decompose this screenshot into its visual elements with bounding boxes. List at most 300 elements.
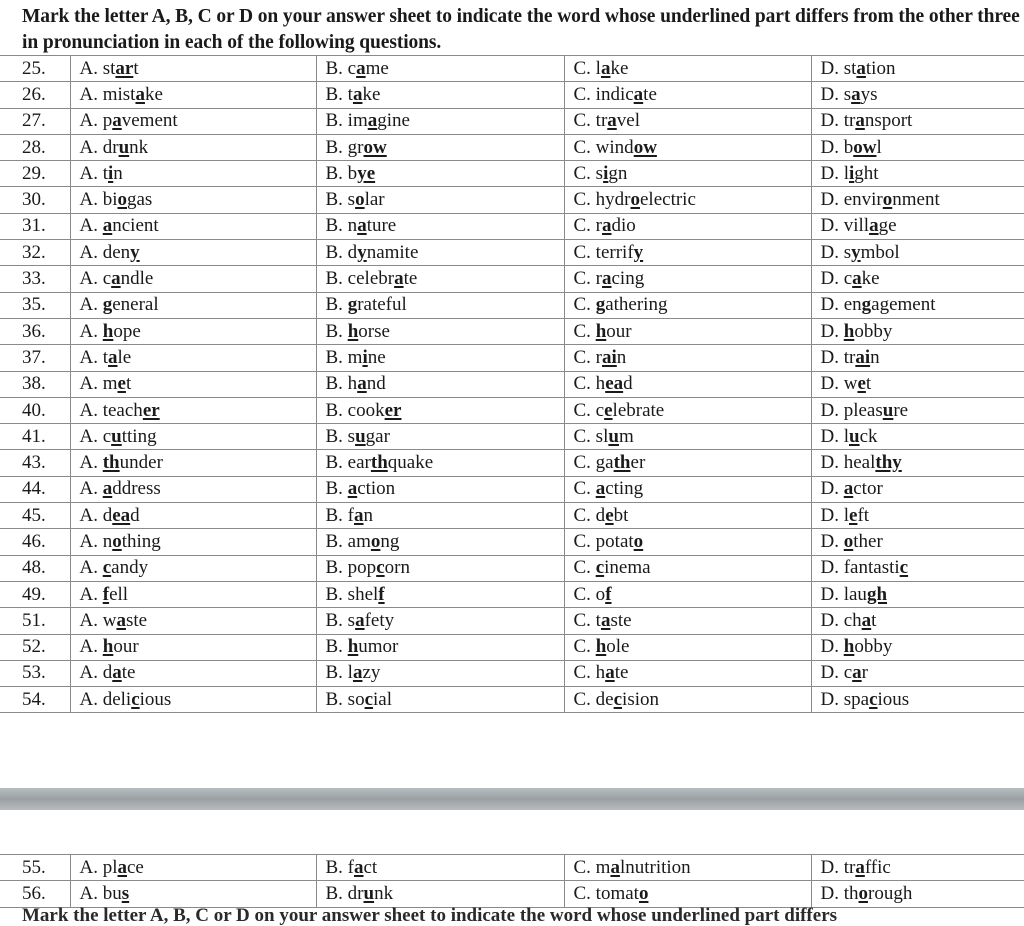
option-text-rest: ght: [854, 162, 879, 184]
underlined-part: er: [384, 399, 402, 421]
underlined-part: o: [843, 530, 854, 552]
option-text: D. l: [820, 504, 849, 526]
underlined-part: u: [118, 136, 130, 158]
option-text: C.: [573, 478, 596, 500]
underlined-part: ea: [605, 373, 624, 395]
option-a: [70, 529, 316, 555]
option-a: [70, 345, 316, 371]
question-row: [0, 82, 1024, 108]
option-a: [70, 503, 316, 529]
question-number: 32.: [0, 240, 70, 266]
option-c: [564, 555, 811, 581]
option-b: [316, 82, 564, 108]
option-text-rest: ke: [362, 83, 381, 105]
option-text-rest: er: [630, 452, 646, 474]
question-number: 56.: [0, 881, 70, 907]
option-text-rest: ffic: [864, 856, 891, 878]
underlined-part: c: [899, 557, 909, 579]
option-text: B. n: [325, 215, 358, 237]
underlined-part: ow: [363, 136, 387, 158]
option-text-rest: orse: [358, 320, 390, 342]
underlined-part: a: [354, 504, 364, 526]
option-text: C. d: [573, 504, 606, 526]
underlined-part: c: [102, 557, 112, 579]
underlined-part: e: [117, 373, 126, 395]
option-text-rest: andy: [111, 557, 149, 579]
option-text: D. c: [820, 662, 853, 684]
option-d: [811, 450, 1024, 476]
option-text: D.: [820, 530, 844, 552]
underlined-part: y: [357, 241, 367, 263]
option-c: [564, 424, 811, 450]
option-text: B.: [325, 478, 348, 500]
option-b: [316, 240, 564, 266]
question-row: [0, 450, 1024, 476]
option-c: [564, 371, 811, 397]
option-c: [564, 187, 811, 213]
option-d: [811, 555, 1024, 581]
option-c: [564, 213, 811, 239]
option-text: B. s: [325, 609, 356, 631]
option-b: [316, 318, 564, 344]
underlined-part: a: [861, 609, 872, 631]
option-b: [316, 213, 564, 239]
question-row: [0, 240, 1024, 266]
option-text: B. ear: [325, 452, 371, 474]
underlined-part: a: [357, 215, 367, 237]
question-row: [0, 687, 1024, 713]
question-number: 48.: [0, 555, 70, 581]
underlined-part: o: [638, 882, 649, 904]
option-d: [811, 608, 1024, 634]
option-text-rest: n: [870, 346, 880, 368]
option-text: A. w: [79, 609, 117, 631]
question-row: [0, 424, 1024, 450]
option-text-rest: n: [113, 162, 123, 184]
underlined-part: i: [362, 346, 368, 368]
option-text: C. sl: [573, 425, 609, 447]
option-text: A.: [79, 478, 103, 500]
option-text-rest: bt: [613, 504, 629, 526]
option-a: [70, 187, 316, 213]
underlined-part: a: [855, 856, 865, 878]
option-text: D. s: [820, 83, 852, 105]
question-row: [0, 266, 1024, 292]
option-text-rest: m: [618, 425, 634, 447]
option-text-rest: inema: [604, 557, 651, 579]
option-text: C. t: [573, 609, 601, 631]
option-c: [564, 634, 811, 660]
option-b: [316, 161, 564, 187]
option-d: [811, 318, 1024, 344]
underlined-part: c: [613, 688, 623, 710]
option-text-rest: rough: [868, 882, 913, 904]
option-text: D. tr: [820, 110, 856, 132]
question-row: [0, 134, 1024, 160]
option-text-rest: ct: [363, 856, 378, 878]
underlined-part: g: [595, 294, 606, 316]
option-text-rest: zy: [362, 662, 381, 684]
underlined-part: u: [849, 425, 860, 447]
option-text: C. r: [573, 268, 602, 290]
question-number: 49.: [0, 581, 70, 607]
option-b: [316, 855, 564, 881]
underlined-part: e: [857, 373, 866, 395]
option-text: B.: [325, 294, 348, 316]
question-row: [0, 555, 1024, 581]
option-text-rest: ious: [877, 688, 910, 710]
option-text-rest: eneral: [112, 294, 159, 316]
option-text-rest: r: [861, 662, 868, 684]
option-text: B. h: [325, 373, 358, 395]
underlined-part: o: [355, 189, 365, 211]
option-text-rest: vement: [121, 110, 178, 132]
option-b: [316, 555, 564, 581]
option-text: C. l: [573, 57, 601, 79]
option-a: [70, 450, 316, 476]
question-row: [0, 56, 1024, 82]
option-text-rest: rateful: [357, 294, 407, 316]
option-d: [811, 529, 1024, 555]
option-text-rest: under: [119, 452, 163, 474]
option-text: D. w: [820, 373, 858, 395]
option-text-rest: te: [614, 662, 629, 684]
underlined-part: a: [117, 856, 127, 878]
underlined-part: a: [355, 609, 365, 631]
underlined-part: h: [595, 320, 607, 342]
option-a: [70, 371, 316, 397]
option-c: [564, 660, 811, 686]
question-number: 36.: [0, 318, 70, 344]
underlined-part: c: [376, 557, 385, 579]
option-text: A. p: [79, 110, 113, 132]
option-a: [70, 855, 316, 881]
underlined-part: a: [602, 215, 612, 237]
question-row: [0, 213, 1024, 239]
underlined-part: y: [130, 241, 140, 263]
option-text: B.: [325, 320, 348, 342]
underlined-part: h: [347, 320, 359, 342]
question-row: [0, 187, 1024, 213]
option-text-rest: namite: [366, 241, 419, 263]
option-text-rest: ck: [859, 425, 878, 447]
option-text-rest: cing: [611, 268, 645, 290]
option-text: A.: [79, 215, 103, 237]
option-text-rest: ther: [853, 530, 883, 552]
option-text-rest: umor: [358, 636, 399, 658]
underlined-part: c: [869, 688, 878, 710]
option-text: D. l: [820, 162, 849, 184]
option-text: B. l: [325, 662, 353, 684]
underlined-part: c: [364, 688, 374, 710]
option-b: [316, 581, 564, 607]
option-text-rest: te: [643, 83, 657, 105]
option-text-rest: tion: [865, 57, 896, 79]
question-row: [0, 345, 1024, 371]
question-number: 46.: [0, 529, 70, 555]
option-text-rest: te: [121, 662, 136, 684]
option-text: B. c: [325, 57, 357, 79]
option-b: [316, 450, 564, 476]
option-c: [564, 450, 811, 476]
option-text: D. lau: [820, 583, 867, 605]
option-text-rest: quake: [387, 452, 434, 474]
option-text-rest: re: [893, 399, 909, 421]
option-text: D. fantasti: [820, 557, 900, 579]
option-d: [811, 581, 1024, 607]
underlined-part: c: [131, 688, 140, 710]
option-text-rest: ture: [366, 215, 397, 237]
option-text: D. l: [820, 425, 849, 447]
option-c: [564, 581, 811, 607]
option-text: B.: [325, 636, 348, 658]
underlined-part: ai: [855, 346, 871, 368]
underlined-part: th: [613, 452, 631, 474]
option-d: [811, 476, 1024, 502]
option-text: A. c: [79, 268, 112, 290]
underlined-part: e: [604, 399, 613, 421]
option-a: [70, 608, 316, 634]
option-text: D. b: [820, 136, 854, 158]
option-text: A. den: [79, 241, 131, 263]
option-b: [316, 476, 564, 502]
option-text: B. gr: [325, 136, 364, 158]
option-text: C. r: [573, 215, 602, 237]
option-text: D. c: [820, 268, 853, 290]
option-text: B. b: [325, 162, 358, 184]
option-text-rest: gar: [365, 425, 390, 447]
option-text: C. potat: [573, 530, 634, 552]
underlined-part: u: [363, 882, 375, 904]
question-number: 52.: [0, 634, 70, 660]
underlined-part: th: [370, 452, 388, 474]
underlined-part: o: [633, 530, 644, 552]
underlined-part: o: [370, 530, 381, 552]
question-row: [0, 108, 1024, 134]
option-a: [70, 82, 316, 108]
underlined-part: ow: [633, 136, 657, 158]
option-text-rest: our: [606, 320, 632, 342]
option-text: A.: [79, 320, 103, 342]
underlined-part: o: [630, 189, 640, 211]
option-c: [564, 529, 811, 555]
option-text-rest: thing: [121, 530, 161, 552]
underlined-part: a: [852, 268, 862, 290]
option-a: [70, 581, 316, 607]
option-text: A.: [79, 636, 103, 658]
option-text-rest: d: [623, 373, 633, 395]
option-text: C. h: [573, 662, 606, 684]
option-a: [70, 161, 316, 187]
option-text: A. d: [79, 662, 113, 684]
option-d: [811, 397, 1024, 423]
option-text-rest: ft: [857, 504, 870, 526]
underlined-part: f: [102, 583, 110, 605]
question-number: 29.: [0, 161, 70, 187]
cut-off-instruction: Mark the letter A, B, C or D on your answer sheet to indicate the word whose underlined part differs: [22, 905, 838, 926]
question-row: [0, 476, 1024, 502]
option-text-rest: electric: [640, 189, 696, 211]
option-text-rest: ddress: [112, 478, 161, 500]
option-text-rest: dio: [611, 215, 636, 237]
option-text-rest: athering: [605, 294, 668, 316]
option-a: [70, 660, 316, 686]
option-text: A. d: [79, 504, 113, 526]
underlined-part: a: [352, 83, 363, 105]
option-text: C. r: [573, 346, 602, 368]
option-text: D. tr: [820, 346, 856, 368]
question-number: 45.: [0, 503, 70, 529]
underlined-part: a: [869, 215, 879, 237]
option-text: C.: [573, 557, 596, 579]
option-c: [564, 318, 811, 344]
option-text: A. deli: [79, 688, 132, 710]
option-b: [316, 56, 564, 82]
option-c: [564, 345, 811, 371]
option-b: [316, 424, 564, 450]
option-text: A.: [79, 583, 103, 605]
option-text: B. cook: [325, 399, 385, 421]
option-text-rest: ne: [367, 346, 386, 368]
option-text: B. im: [325, 110, 368, 132]
option-d: [811, 371, 1024, 397]
option-text-rest: ce: [127, 856, 144, 878]
question-row: [0, 397, 1024, 423]
option-text: A. dr: [79, 136, 119, 158]
question-row: [0, 660, 1024, 686]
question-row: [0, 881, 1024, 907]
option-c: [564, 397, 811, 423]
question-number: 44.: [0, 476, 70, 502]
option-d: [811, 292, 1024, 318]
option-d: [811, 687, 1024, 713]
question-row: [0, 855, 1024, 881]
option-a: [70, 292, 316, 318]
option-a: [70, 476, 316, 502]
option-text: D. vill: [820, 215, 870, 237]
underlined-part: a: [111, 268, 121, 290]
option-a: [70, 687, 316, 713]
option-text: D. s: [820, 241, 852, 263]
option-c: [564, 855, 811, 881]
option-text: A. t: [79, 162, 108, 184]
option-text: D. heal: [820, 452, 876, 474]
option-text: C. hydr: [573, 189, 631, 211]
option-text-rest: me: [365, 57, 389, 79]
option-a: [70, 134, 316, 160]
option-text: A. pl: [79, 856, 118, 878]
option-text: B. dr: [325, 882, 364, 904]
option-text: D. envir: [820, 189, 883, 211]
question-number: 37.: [0, 345, 70, 371]
underlined-part: a: [357, 373, 367, 395]
option-text: A. bi: [79, 189, 118, 211]
option-text: A.: [79, 557, 103, 579]
option-text-rest: tting: [121, 425, 157, 447]
option-text: A. n: [79, 530, 113, 552]
underlined-part: er: [142, 399, 160, 421]
option-d: [811, 266, 1024, 292]
option-text: C. wind: [573, 136, 634, 158]
option-text: D. th: [820, 882, 859, 904]
option-text-rest: lebrate: [612, 399, 665, 421]
option-b: [316, 503, 564, 529]
underlined-part: ai: [602, 346, 617, 368]
option-d: [811, 161, 1024, 187]
underlined-part: a: [595, 478, 606, 500]
option-d: [811, 634, 1024, 660]
option-d: [811, 240, 1024, 266]
question-number: 33.: [0, 266, 70, 292]
question-row: [0, 608, 1024, 634]
option-d: [811, 345, 1024, 371]
option-text: D. tr: [820, 856, 856, 878]
underlined-part: a: [347, 478, 358, 500]
question-row: [0, 161, 1024, 187]
question-number: 51.: [0, 608, 70, 634]
underlined-part: a: [855, 110, 865, 132]
underlined-part: a: [116, 609, 126, 631]
option-a: [70, 424, 316, 450]
option-text-rest: n: [363, 504, 373, 526]
underlined-part: a: [851, 83, 861, 105]
option-a: [70, 56, 316, 82]
underlined-part: ow: [853, 136, 877, 158]
question-row: [0, 318, 1024, 344]
option-text: C. s: [573, 162, 604, 184]
option-text: C. tomat: [573, 882, 639, 904]
option-b: [316, 660, 564, 686]
option-text: D.: [820, 320, 844, 342]
underlined-part: u: [355, 425, 366, 447]
question-number: 26.: [0, 82, 70, 108]
option-text: D. spa: [820, 688, 870, 710]
option-text-rest: ision: [622, 688, 659, 710]
option-d: [811, 855, 1024, 881]
option-text-rest: ste: [125, 609, 148, 631]
option-text-rest: n: [616, 346, 627, 368]
option-text-rest: mbol: [860, 241, 900, 263]
underlined-part: a: [356, 57, 366, 79]
underlined-part: o: [112, 530, 122, 552]
option-text: B. t: [325, 83, 353, 105]
option-text: B. f: [325, 504, 354, 526]
question-table-continued: [0, 854, 1024, 908]
option-c: [564, 56, 811, 82]
option-d: [811, 187, 1024, 213]
underlined-part: f: [605, 583, 612, 605]
option-text-rest: fety: [364, 609, 395, 631]
option-text: A. t: [79, 346, 108, 368]
option-text-rest: ke: [144, 83, 163, 105]
option-d: [811, 82, 1024, 108]
option-a: [70, 318, 316, 344]
option-text-rest: lnutrition: [619, 856, 691, 878]
underlined-part: a: [856, 57, 866, 79]
option-text: A. mist: [79, 83, 136, 105]
underlined-part: e: [605, 504, 614, 526]
option-text: C.: [573, 294, 596, 316]
option-text-rest: ial: [373, 688, 393, 710]
option-text: B. m: [325, 346, 363, 368]
underlined-part: a: [112, 662, 122, 684]
underlined-part: a: [633, 83, 644, 105]
option-text: C. de: [573, 688, 614, 710]
option-text-rest: ndle: [120, 268, 154, 290]
underlined-part: thy: [875, 452, 902, 474]
option-c: [564, 476, 811, 502]
underlined-part: gh: [866, 583, 888, 605]
